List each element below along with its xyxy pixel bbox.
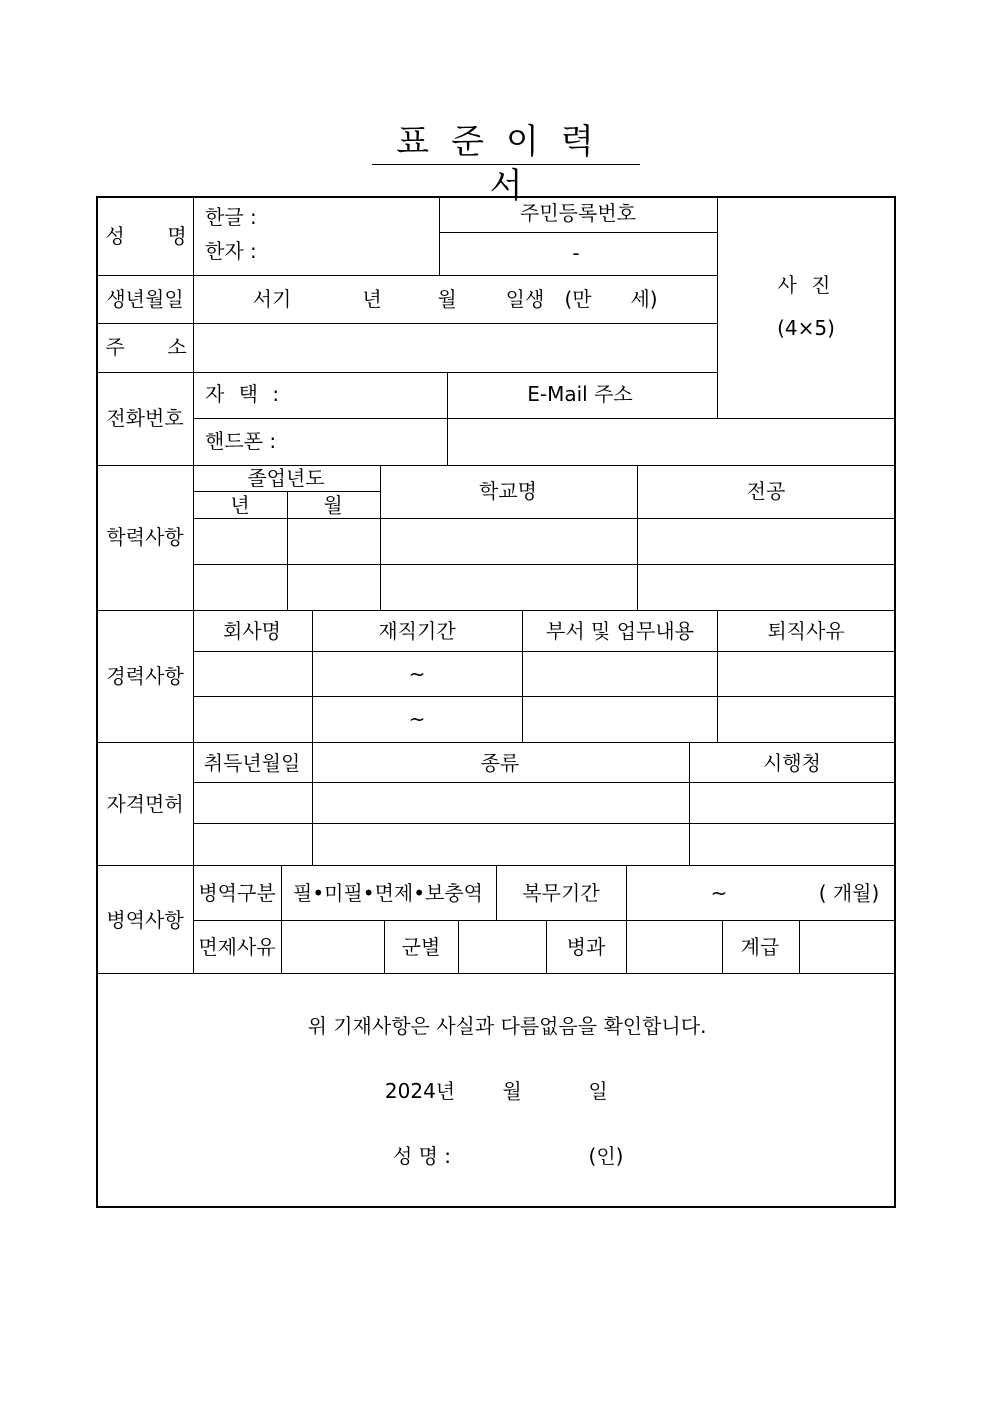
period-label: 재직기간 bbox=[378, 619, 456, 643]
footer-name-label: 성 명 : bbox=[392, 1144, 452, 1168]
birth-age: (만 bbox=[564, 287, 592, 311]
branch-label: 군별 bbox=[401, 935, 441, 959]
grad-year-label: 졸업년도 bbox=[247, 466, 325, 490]
service-tilde: ~ bbox=[710, 881, 728, 905]
career-label: 경력사항 bbox=[106, 664, 184, 688]
birth-year: 년 bbox=[362, 287, 382, 311]
license-date-label: 취득년월일 bbox=[203, 751, 301, 775]
mobile-label: 핸드폰 : bbox=[205, 429, 277, 453]
dept-label: 부서 및 업무내용 bbox=[546, 619, 694, 643]
service-period-label: 복무기간 bbox=[522, 881, 600, 905]
birth-day: 일생 bbox=[505, 287, 545, 311]
hangul-label: 한글 : bbox=[205, 205, 257, 229]
address-label-b: 소 bbox=[167, 335, 187, 359]
service-months: ( 개월) bbox=[818, 881, 880, 905]
footer-day: 일 bbox=[588, 1079, 608, 1103]
military-label: 병역사항 bbox=[106, 908, 184, 932]
major-label: 전공 bbox=[746, 479, 786, 503]
name-label-a: 성 bbox=[105, 224, 125, 248]
seal-label: (인) bbox=[588, 1144, 624, 1168]
email-label: E-Mail 주소 bbox=[527, 382, 633, 406]
education-label: 학력사항 bbox=[106, 525, 184, 549]
military-type-label: 병역구분 bbox=[198, 881, 276, 905]
footer-year: 2024년 bbox=[384, 1079, 456, 1103]
page-title: 표준이력서 bbox=[372, 120, 640, 165]
reason-label: 퇴직사유 bbox=[767, 619, 845, 643]
confirm-statement: 위 기재사항은 사실과 다름없음을 확인합니다. bbox=[307, 1014, 707, 1038]
phone-label: 전화번호 bbox=[106, 406, 184, 430]
birth-label: 생년월일 bbox=[106, 287, 184, 311]
grad-year-year: 년 bbox=[230, 493, 250, 517]
license-issuer-label: 시행청 bbox=[763, 751, 821, 775]
birth-month: 월 bbox=[437, 287, 457, 311]
birth-seogi: 서기 bbox=[252, 287, 292, 311]
grad-year-month: 월 bbox=[323, 493, 343, 517]
rank-label: 계급 bbox=[740, 935, 780, 959]
company-label: 회사명 bbox=[223, 619, 281, 643]
name-label-b: 명 bbox=[167, 224, 187, 248]
photo-label: 사 진 bbox=[777, 273, 835, 297]
career-tilde-2: ~ bbox=[408, 707, 426, 731]
rrn-label: 주민등록번호 bbox=[520, 201, 636, 225]
license-kind-label: 종류 bbox=[480, 751, 520, 775]
home-phone-label: 자 택 : bbox=[205, 382, 284, 406]
arm-label: 병과 bbox=[566, 935, 606, 959]
school-label: 학교명 bbox=[479, 479, 537, 503]
career-tilde-1: ~ bbox=[408, 662, 426, 686]
birth-age-end: 세) bbox=[630, 287, 658, 311]
resume-form bbox=[96, 196, 896, 1208]
exempt-reason-label: 면제사유 bbox=[198, 935, 276, 959]
address-label-a: 주 bbox=[105, 335, 125, 359]
photo-size: (4×5) bbox=[777, 316, 835, 340]
hanja-label: 한자 : bbox=[205, 239, 257, 263]
rrn-dash: - bbox=[572, 241, 580, 265]
license-label: 자격면허 bbox=[106, 792, 184, 816]
military-type-value: 필•미필•면제•보충역 bbox=[293, 881, 483, 905]
footer-month: 월 bbox=[502, 1079, 522, 1103]
